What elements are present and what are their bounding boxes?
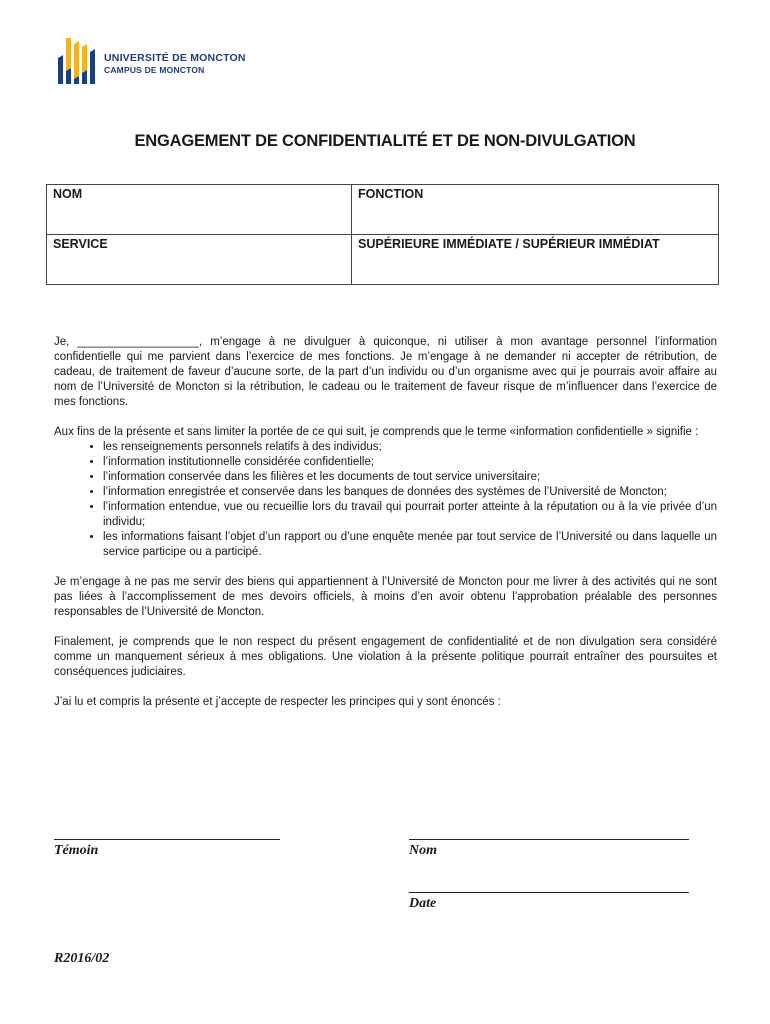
list-item: • l’information conservée dans les filières et les documents de tout service universitaire; xyxy=(103,470,717,485)
paragraph-acceptance: J’ai lu et compris la présente et j’accepte de respecter les principes qui y sont énoncés : xyxy=(54,696,501,708)
superieur-label: SUPÉRIEURE IMMÉDIATE / SUPÉRIEUR IMMÉDIAT xyxy=(358,237,660,251)
nom-label: NOM xyxy=(53,187,83,201)
fonction-label: FONCTION xyxy=(358,187,424,201)
document-reference: R2016/02 xyxy=(54,951,110,966)
campus-name: CAMPUS DE MONCTON xyxy=(104,65,205,75)
paragraph-engagement: Je, ___________________, m’engage à ne divulguer à quiconque, ni utiliser à mon avantage personnel l’information confidentielle qui me parvient dans l’exercice de mes fonctions. Je m’engage à ne demander ni accepter de rétribution, de cadeau, de traitement de faveur d’aucune sorte, de la part d’un individu ou d’un organisme avec qui je pourrais avoir affaire au nom de l’Université de Moncton si la rétribution, le cadeau ou le traitement de faveur risque de m’influencer dans l’exercice de mes fonctions. xyxy=(54,336,717,408)
document-title: ENGAGEMENT DE CONFIDENTIALITÉ ET DE NON-DIVULGATION xyxy=(134,132,636,150)
document-body xyxy=(54,335,717,725)
list-item: • les informations faisant l’objet d’un rapport ou d’une enquête menée par tout service de l’Université ou dans laquelle un service participe ou a participé. xyxy=(103,530,717,560)
nom-field[interactable] xyxy=(47,185,352,235)
paragraph-finalement: Finalement, je comprends que le non respect du présent engagement de confidentialité et de non divulgation sera considéré comme un manquement sérieux à mes obligations. Une violation à la présente politique pourrait entraîner des poursuites et conséquences judiciaires. xyxy=(54,636,717,678)
list-item: • les renseignements personnels relatifs à des individus; xyxy=(103,440,717,455)
date-signature-line[interactable] xyxy=(409,892,689,893)
nom-signature-label: Nom xyxy=(409,843,437,858)
identification-table xyxy=(46,184,719,285)
service-label: SERVICE xyxy=(53,237,108,251)
university-logo-icon xyxy=(58,38,98,84)
list-item: • l’information institutionnelle considérée confidentielle; xyxy=(103,455,717,470)
list-item: • l’information entendue, vue ou recueillie lors du travail qui pourrait porter atteinte à la réputation ou à la vie privée d’un individu; xyxy=(103,500,717,530)
service-field[interactable] xyxy=(47,235,352,285)
paragraph-definition: Aux fins de la présente et sans limiter la portée de ce qui suit, je comprends que le terme «information confidentielle » signifie : xyxy=(54,426,699,438)
date-label: Date xyxy=(409,896,437,911)
temoin-signature-line[interactable] xyxy=(54,839,280,840)
university-logo xyxy=(58,38,258,84)
fonction-field[interactable] xyxy=(352,185,719,235)
list-item: • l’information enregistrée et conservée dans les banques de données des systèmes de l’Université de Moncton; xyxy=(103,485,717,500)
temoin-label: Témoin xyxy=(54,843,99,858)
university-name: UNIVERSITÉ DE MONCTON xyxy=(104,52,246,64)
paragraph-biens: Je m’engage à ne pas me servir des biens qui appartiennent à l’Université de Moncton pour me livrer à des activités qui ne sont pas liées à l’accomplissement de mes devoirs officiels, à moins d’en avoir obtenu l’approbation préalable des personnes responsables de l’Université de Moncton. xyxy=(54,576,717,618)
superieur-field[interactable] xyxy=(352,235,719,285)
nom-signature-line[interactable] xyxy=(409,839,689,840)
confidential-info-list xyxy=(54,440,717,560)
